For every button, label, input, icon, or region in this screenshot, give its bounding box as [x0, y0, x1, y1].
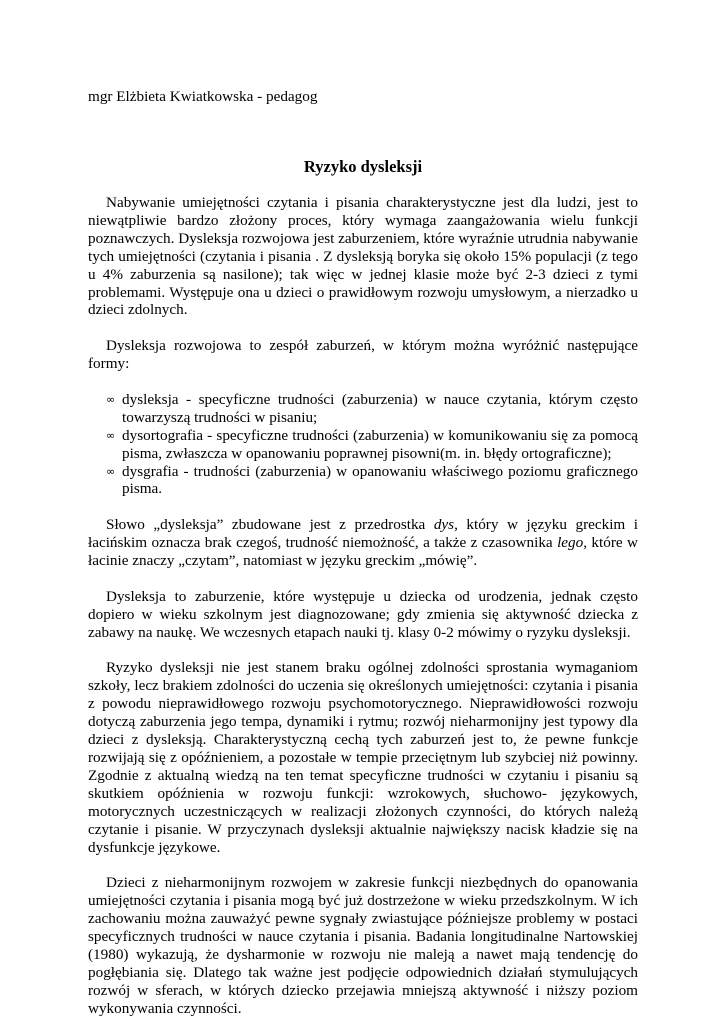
- paragraph-forms-intro: Dysleksja rozwojowa to zespół zaburzeń, w którym można wyróżnić następujące formy:: [88, 337, 638, 373]
- etymology-prefix-dys: dys: [433, 516, 455, 534]
- list-item: [88, 391, 638, 427]
- list-item-text: dysleksja - specyficzne trudności (zaburzenia) w nauce czytania, którym często towarzyszą trudności w pisaniu;: [122, 390, 638, 426]
- paragraph-risk: Ryzyko dysleksji nie jest stanem braku ogólnej zdolności sprostania wymaganiom szkoły, lecz brakiem zdolności do uczenia się określonych umiejętności: czytania i pisania z powodu nieprawidłowego rozwoju psychomotorycznego. Nieprawidłowości rozwoju dotyczą zaburzenia jego tempa, dynamiki i rytmu; rozwój nieharmonijny jest typowy dla dzieci z dysleksją. Charakterystyczną cechą tych zaburzeń jest to, że pewne funkcje rozwijają się z opóźnieniem, a pozostałe w tempie przeciętnym lub szybciej niż powinny. Zgodnie z aktualną wiedzą na ten temat specyficzne trudności w czytaniu i pisaniu są skutkiem opóźnienia w rozwoju funkcji: wzrokowych, słuchowo- językowych, motorycznych uczestniczących w realizacji złożonych czynności, do których należą czytanie i pisanie. W przyczynach dysleksji aktualnie największy nacisk kładzie się na dysfunkcje językowe.: [88, 659, 638, 856]
- infinity-bullet-icon: ∞: [106, 392, 116, 406]
- list-item: [88, 427, 638, 463]
- etymology-verb-lego: lego: [557, 534, 584, 552]
- etymology-text-2: , który w języku greckim i łacińskim oznacza brak czegoś, trudność niemożność, a także z czasownika: [88, 516, 638, 552]
- etymology-text-1: Słowo „dysleksja” zbudowane jest z przedrostka: [106, 516, 434, 534]
- paragraph-etymology: [88, 516, 638, 570]
- paragraph-diagnosis: Dysleksja to zaburzenie, które występuje u dziecka od urodzenia, jednak często dopiero w wieku szkolnym jest diagnozowane; gdy zmienia się aktywność dziecka z zabawy na naukę. We wczesnych etapach nauki tj. klasy 0-2 mówimy o ryzyku dysleksji.: [88, 587, 638, 641]
- document-body: [88, 194, 638, 1018]
- list-item-text: dysortografia - specyficzne trudności (zaburzenia) w komunikowaniu się za pomocą pisma, zwłaszcza w opanowaniu poprawnej pisowni(m. in. błędy ortograficzne);: [122, 426, 638, 462]
- author-line: mgr Elżbieta Kwiatkowska - pedagog: [88, 88, 318, 105]
- infinity-bullet-icon: ∞: [106, 464, 116, 478]
- infinity-bullet-icon: ∞: [106, 428, 116, 442]
- paragraph-preschool: Dzieci z nieharmonijnym rozwojem w zakresie funkcji niezbędnych do opanowania umiejętności czytania i pisania mogą być już dostrzeżone w wieku przedszkolnym. W ich zachowaniu można zauważyć pewne sygnały zwiastujące późniejsze problemy w postaci specyficznych trudności w nauce czytania i pisania. Badania longitudinalne Nartowskiej (1980) wykazują, że dysharmonie w rozwoju nie maleją a nawet mają tendencję do pogłębiania się. Dlatego tak ważne jest podjęcie odpowiednich działań stymulujących rozwój w sferach, w których dziecko przejawia mniejszą aktywność i niższy poziom wykonywania czynności.: [88, 874, 638, 1017]
- list-item-text: dysgrafia - trudności (zaburzenia) w opanowaniu właściwego poziomu graficznego pisma.: [122, 462, 638, 498]
- paragraph-intro: Nabywanie umiejętności czytania i pisania charakterystyczne jest dla ludzi, jest to niewątpliwie bardzo złożony proces, który wymaga zaangażowania wielu funkcji poznawczych. Dysleksja rozwojowa jest zaburzeniem, które wyraźnie utrudnia nabywanie tych umiejętności (czytania i pisania . Z dysleksją boryka się około 15% populacji (z tego u 4% zaburzenia są nasilone); tak więc w jednej klasie może być 2-3 dzieci z tymi problemami. Występuje ona u dzieci o prawidłowym rozwoju umysłowym, a nierzadko u dzieci zdolnych.: [88, 194, 638, 319]
- forms-list: [88, 391, 638, 498]
- document-title: Ryzyko dysleksji: [303, 157, 423, 176]
- list-item: [88, 463, 638, 499]
- etymology-text-3: , które w łacinie znaczy „czytam”, natomiast w języku greckim „mówię”.: [88, 534, 638, 570]
